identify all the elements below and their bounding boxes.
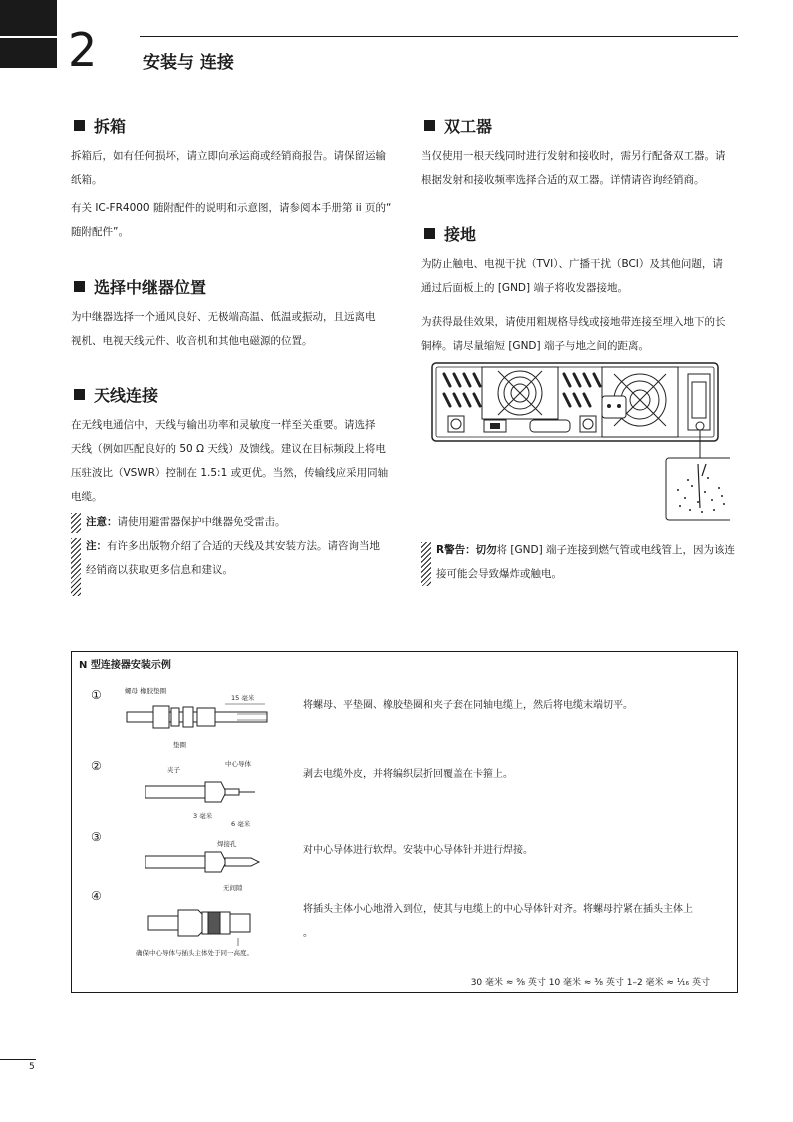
rear-panel-illustration [430,360,730,525]
chapter-tab [0,0,57,68]
n-connector-title: N 型连接器安装示例 [79,660,171,671]
unpacking-paragraph-2: 有关 IC-FR4000 随附配件的说明和示意图，请参阅本手册第 ii 页的“ 随附配件”。 [71,202,392,238]
square-bullet-icon [74,281,85,292]
square-bullet-icon [424,228,435,239]
grounding-paragraph-2: 为获得最佳效果，请使用粗规格导线或接地带连接至埋入地下的长 铜棒。请尽量缩短 [GND] 端子与地之间的距离。 [421,316,726,352]
square-bullet-icon [74,120,85,131]
page-number: 5 [29,1062,35,1072]
antenna-heading: 天线连接 [74,385,158,407]
step-4-text: 将插头主体小心地滑入到位，使其与电缆上的中心导体针对齐。将螺母拧紧在插头主体上 。 [303,904,693,939]
step-1-bottom-label: 垫圈 [173,741,186,748]
step-1-dim-label: 15 毫米 [231,694,255,702]
step-2-clamp-label: 夹子 [167,766,180,774]
unpacking-heading: 拆箱 [74,116,126,138]
step-number: ④ [91,889,102,903]
grounding-warning: R警告：切勿将 [GND] 端子连接到燃气管或电线管上，因为该连 接可能会导致爆炸或触电。 [421,538,741,586]
step-1-diagram [125,686,270,748]
chapter-number: 2 [68,23,98,77]
duplexer-heading: 双工器 [424,116,492,138]
duplexer-paragraph: 当仅使用一根天线同时进行发射和接收时，需另行配备双工器。请 根据发射和接收频率选择合适的双工器。详情请咨询经销商。 [421,150,726,186]
note-hatch-icon [71,538,81,596]
warning-hatch-icon [421,542,431,586]
step-number: ① [91,688,102,702]
footer-rule [0,1059,36,1060]
step-3-gap-label: 无间隙 [223,884,243,892]
step-1-text: 将螺母、平垫圈、橡胶垫圈和夹子套在同轴电缆上，然后将电缆末端切平。 [303,700,633,711]
step-number: ② [91,759,102,773]
antenna-note: 注：有许多出版物介绍了合适的天线及其安装方法。请咨询当地 经销商以获取更多信息和建议。 [71,534,401,596]
step-2-dim2-label: 6 毫米 [231,820,251,828]
step-3-text: 对中心导体进行软焊。安装中心导体针并进行焊接。 [303,845,533,856]
square-bullet-icon [74,389,85,400]
grounding-heading: 接地 [424,224,476,246]
antenna-caution: 注意：请使用避雷器保护中继器免受雷击。 [71,510,401,534]
step-number: ③ [91,830,102,844]
unpacking-paragraph-1: 拆箱后，如有任何损坏，请立即向承运商或经销商报告。请保留运输 纸箱。 [71,150,386,186]
step-2-dim1-label: 3 毫米 [193,812,213,820]
repeater-location-heading: 选择中继器位置 [74,277,206,299]
caution-hatch-icon [71,513,81,533]
step-4-diagram [128,898,298,960]
chapter-rule [140,36,738,37]
repeater-location-paragraph: 为中继器选择一个通风良好、无极端高温、低温或振动，且远离电 视机、电视天线元件、收音机和其他电磁源的位置。 [71,311,376,347]
unit-conversion: 30 毫米 ≈ ⁹⁄₈ 英寸 10 毫米 ≈ ³⁄₈ 英寸 1–2 毫米 ≈ ¹⁄₁₆ 英寸 [470,978,710,988]
step-3-hole-label: 焊接孔 [217,840,237,848]
antenna-paragraph: 在无线电通信中，天线与输出功率和灵敏度一样至关重要。请选择 天线（例如匹配良好的 50 Ω 天线）及馈线。建议在目标频段上将电 压驻波比（VSWR）控制在 1.5:1 或更优。当然，传输线应采用同轴 电缆。 [71,419,389,503]
step-4-bottom-label: 确保中心导体与插头主体处于同一高度。 [136,949,253,957]
step-2-diagram [145,760,265,828]
square-bullet-icon [424,120,435,131]
grounding-paragraph-1: 为防止触电、电视干扰（TVI）、广播干扰（BCI）及其他问题，请 通过后面板上的 [GND] 端子将收发器接地。 [421,258,723,294]
step-1-top-label: 螺母 橡胶垫圈 [125,687,167,695]
step-2-text: 剥去电缆外皮，并将编织层折回覆盖在卡箍上。 [303,769,513,780]
step-3-diagram [145,836,265,896]
step-2-center-label: 中心导体 [225,760,251,768]
chapter-tab-notch [0,36,57,38]
chapter-title: 安装与 连接 [143,53,234,73]
